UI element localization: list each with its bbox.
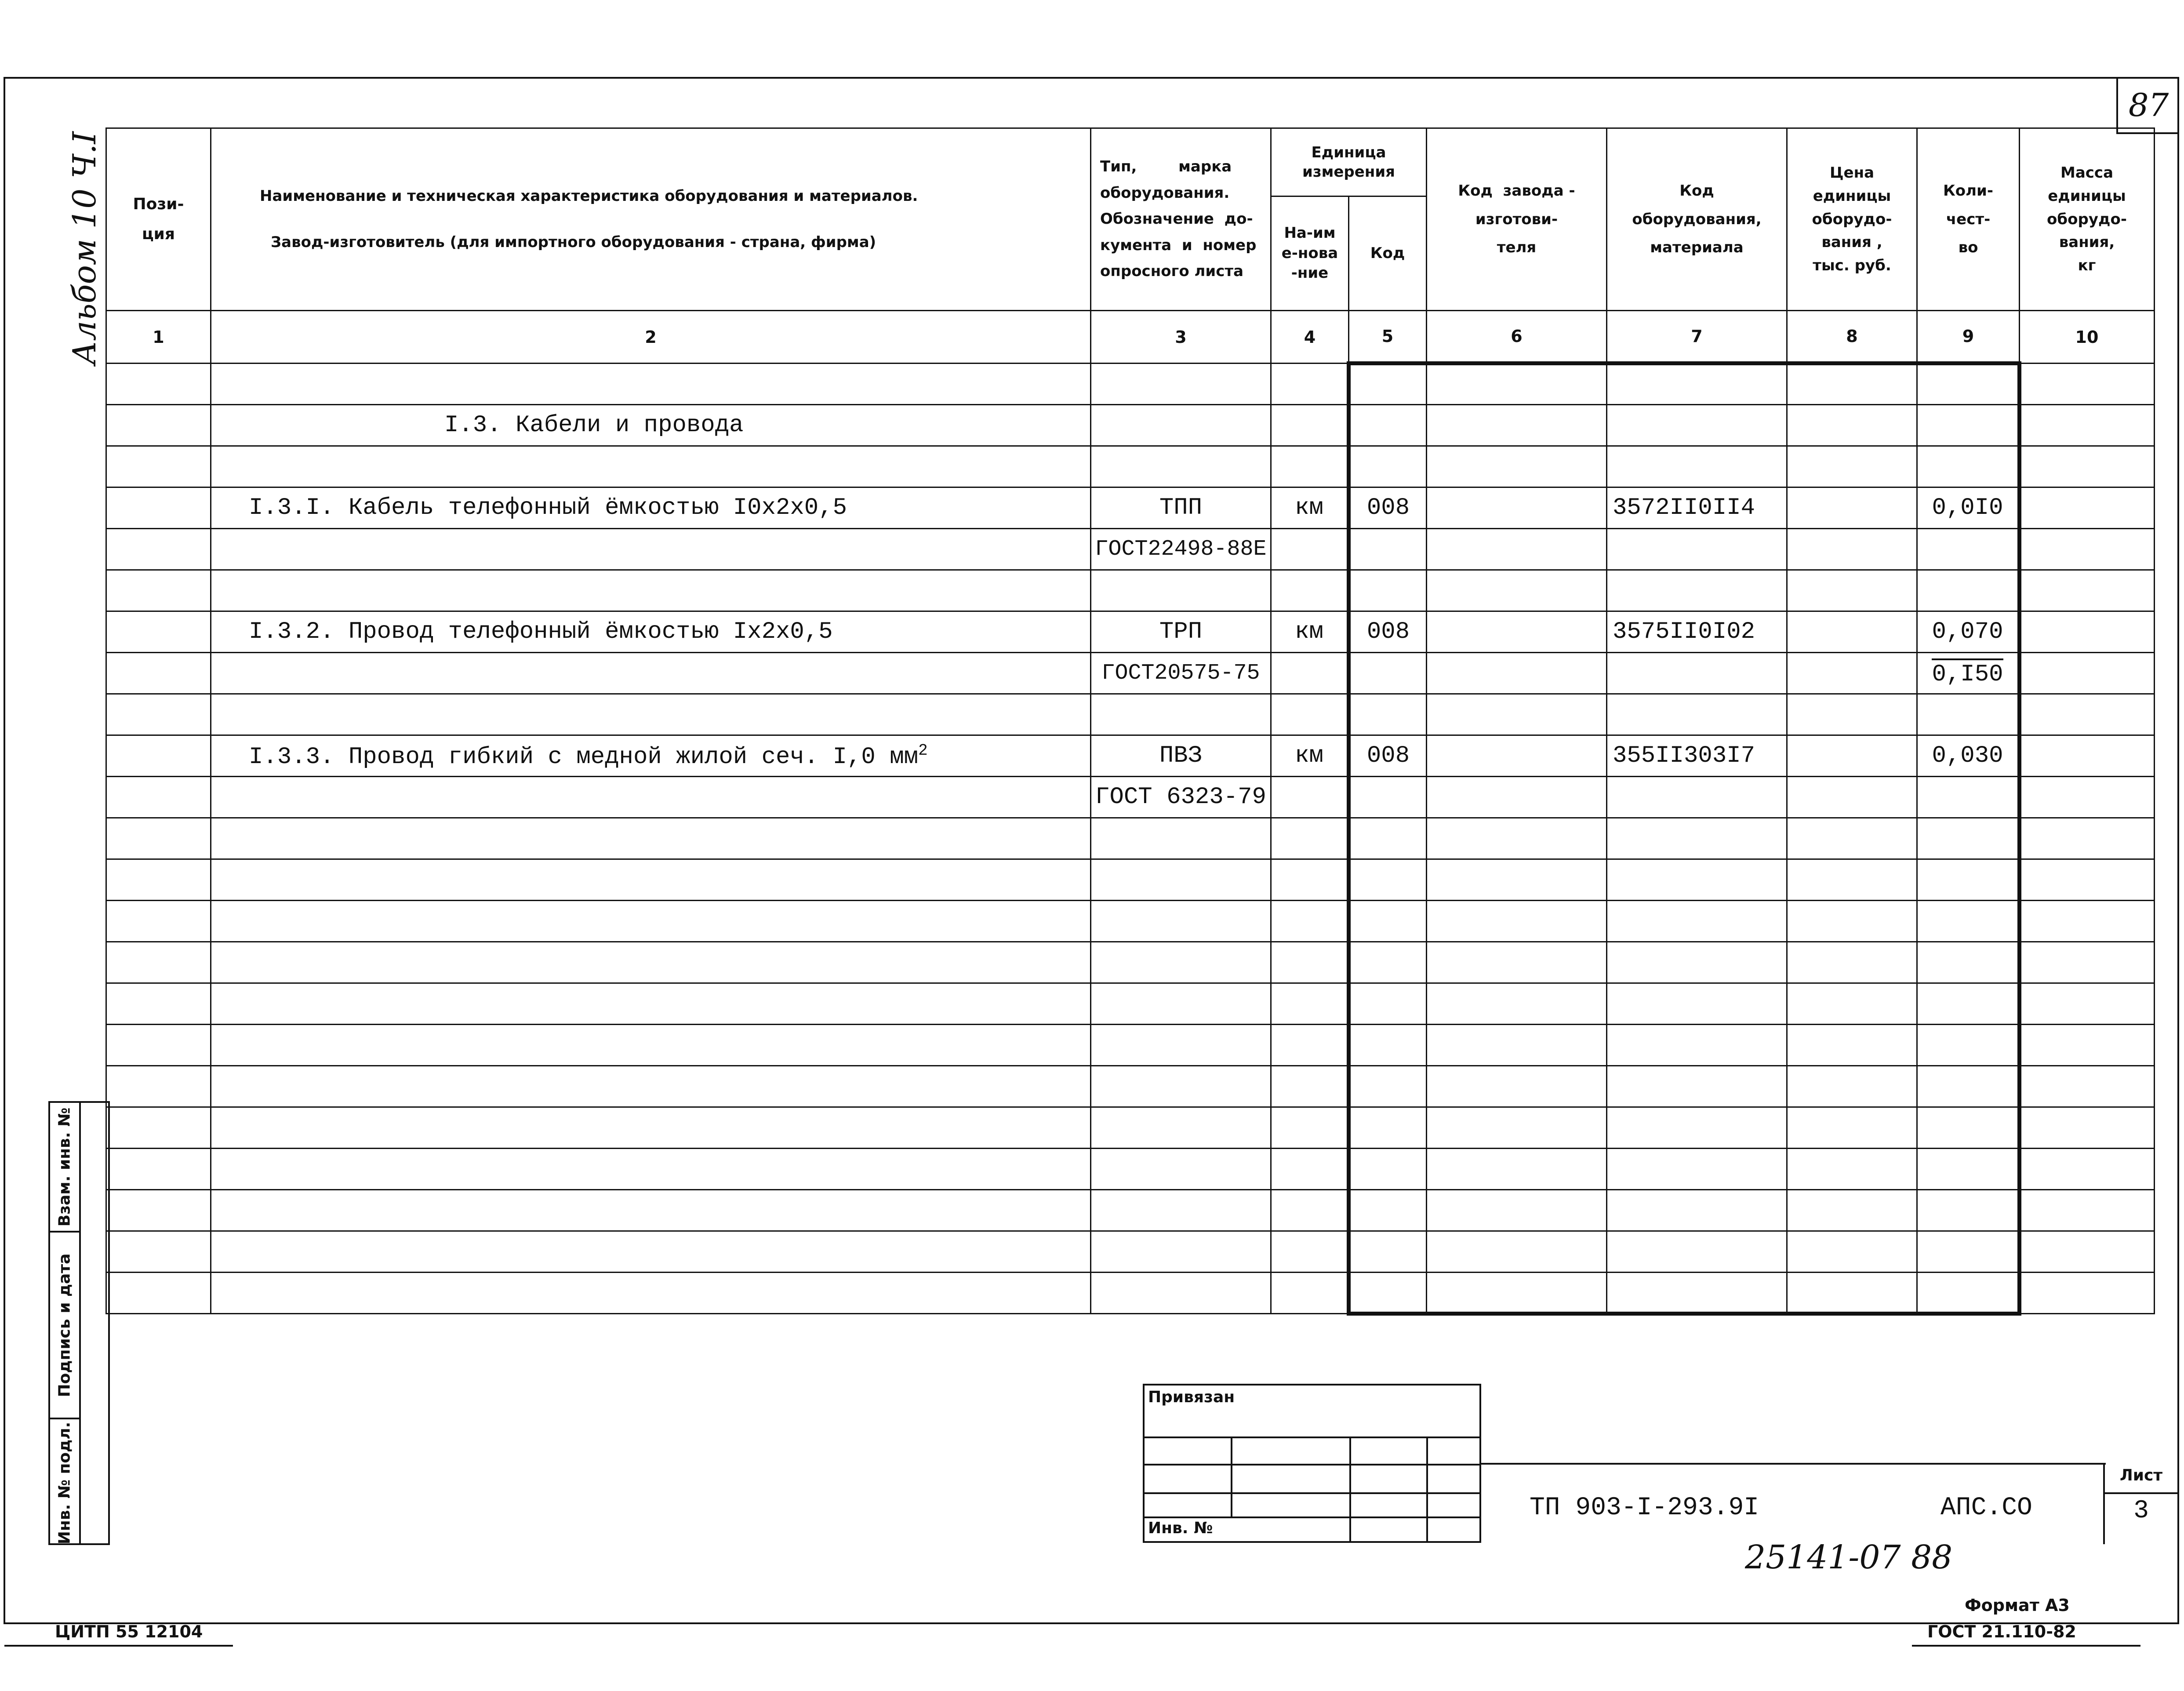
col-num-4: 4 [1271,311,1349,364]
item-document: ГОСТ 6323-79 [1091,777,1271,818]
table-row [106,1149,2155,1190]
item-unit: км [1271,487,1349,529]
column-number-row [106,311,2155,364]
left-stamp [48,1101,110,1545]
mark: АПС.СО [1941,1494,2032,1522]
col4-header: На-име-нова-ние [1271,196,1349,311]
item-quantity: 0,030 [1917,735,2020,777]
item-material-code: 355II303I7 [1607,735,1787,777]
inv-replaced-cell: Взам. инв. № [50,1103,79,1233]
designation: ТП 903-I-293.9I [1530,1494,1759,1522]
col9-header: Коли- чест- во [1917,128,2020,311]
item-quantity-total: 0,I50 [1917,653,2020,694]
item-type: ТРП [1091,611,1271,653]
printer-code: ЦИТП 55 12104 [55,1622,203,1641]
col3-header: Тип, марка оборудования. Обозначение до- кумента и номер опросного листа [1091,128,1271,311]
table-row [106,446,2155,487]
format-label: Формат А3 [1965,1596,2070,1615]
section-title: I.3. Кабели и провода [211,405,1091,446]
gost-label: ГОСТ 21.110-82 [1927,1622,2076,1641]
item-unit-code: 008 [1349,487,1427,529]
list-value: 3 [2133,1497,2149,1525]
sheet-number: 87 [2128,87,2169,124]
col-num-7: 7 [1607,311,1787,364]
item-type: ТПП [1091,487,1271,529]
table-row [106,570,2155,611]
inv-original-cell: Инв. № подл. [55,1422,74,1545]
table-row [106,1025,2155,1066]
col7-header: Код оборудования, материала [1607,128,1787,311]
table-row [106,529,2155,570]
item-unit-code: 008 [1349,735,1427,777]
col2-header: Наименование и техническая характеристика оборудования и материалов. Завод-изготовитель (для импортного оборудования - страна, фирма) [211,128,1091,311]
col5-header: Код [1349,196,1427,311]
table-row [106,1273,2155,1314]
col-num-10: 10 [2020,311,2155,364]
col6-header: Код завода - изготови- теля [1427,128,1607,311]
col10-header: Масса единицы оборудо- вания, кг [2020,128,2155,311]
col-num-3: 3 [1091,311,1271,364]
handwritten-number: 25141-07 88 [1745,1538,1953,1576]
table-row [106,611,2155,653]
sheet-number-corner [2116,77,2179,134]
col-num-6: 6 [1427,311,1607,364]
table-row [106,487,2155,529]
item-unit: км [1271,735,1349,777]
table-row [106,777,2155,818]
col8-header: Цена единицы оборудо- вания , тыс. руб. [1787,128,1917,311]
item-document: ГОСТ20575-75 [1091,653,1271,694]
table-row [106,653,2155,694]
sign-date-cell: Подпись и дата [50,1233,79,1419]
table-row [106,1190,2155,1231]
table-row [106,1231,2155,1273]
item-name: I.3.2. Провод телефонный ёмкостью Iх2х0,5 [211,611,1091,653]
header-row-1 [106,128,2155,196]
table-row [106,942,2155,983]
table-row [106,859,2155,901]
item-name: I.3.3. Провод гибкий с медной жилой сеч. I,0 $мм^2$ [211,735,1091,777]
item-material-code: 3572II0II4 [1607,487,1787,529]
table-row [106,364,2155,405]
col-num-2: 2 [211,311,1091,364]
col-num-8: 8 [1787,311,1917,364]
table-row [106,1107,2155,1149]
list-label: Лист [2119,1466,2163,1484]
col1-header: Пози- ция [106,128,211,311]
item-material-code: 3575II0I02 [1607,611,1787,653]
item-unit: км [1271,611,1349,653]
item-unit-code: 008 [1349,611,1427,653]
table-row [106,1066,2155,1107]
table-row [106,983,2155,1025]
item-type: ПВЗ [1091,735,1271,777]
specification-table [105,127,2155,1316]
col-num-1: 1 [106,311,211,364]
unit-group-header: Единица измерения [1271,128,1427,196]
privyazan-label: Привязан [1148,1388,1235,1406]
col-num-9: 9 [1917,311,2020,364]
table-row [106,901,2155,942]
table-row [106,405,2155,446]
table-row [106,735,2155,777]
table-row [106,818,2155,859]
item-name: I.3.I. Кабель телефонный ёмкостью I0х2х0,5 [211,487,1091,529]
inv-no-label: Инв. № [1148,1519,1213,1537]
item-quantity: 0,0I0 [1917,487,2020,529]
col-num-5: 5 [1349,311,1427,364]
table-row [106,694,2155,735]
item-quantity: 0,070 [1917,611,2020,653]
item-document: ГОСТ22498-88Е [1091,529,1271,570]
